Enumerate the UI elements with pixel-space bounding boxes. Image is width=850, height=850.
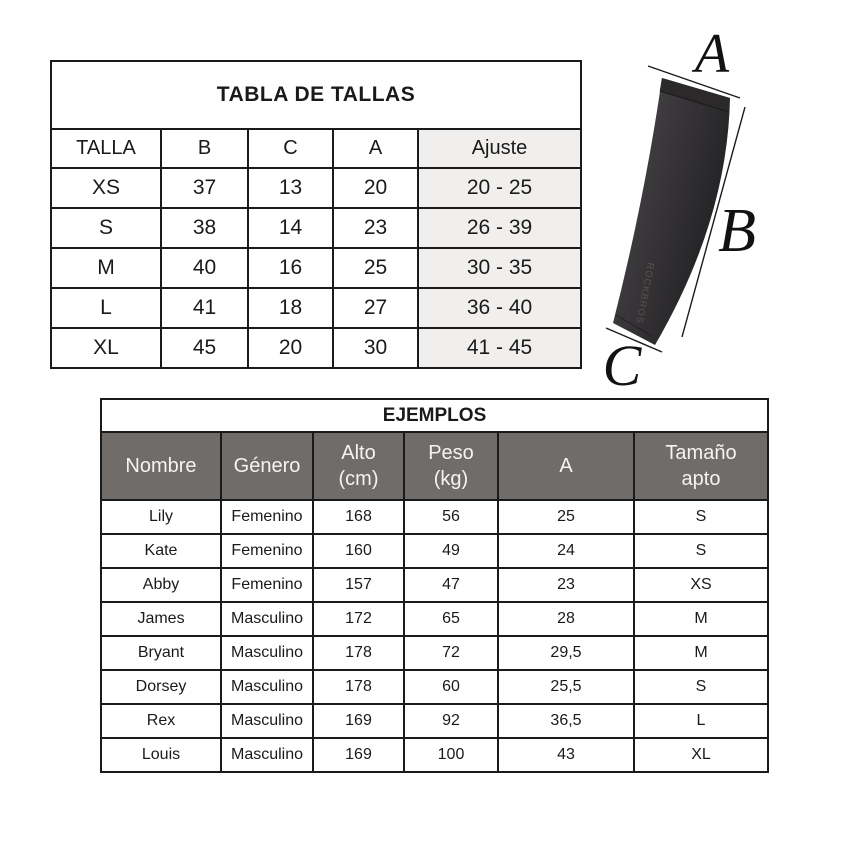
examples-cell: Masculino — [221, 738, 313, 772]
examples-cell: 160 — [313, 534, 404, 568]
examples-col-header-tamano-apto: Tamaño apto — [634, 432, 768, 500]
size-row-m — [51, 248, 581, 288]
examples-cell: 24 — [498, 534, 634, 568]
examples-cell: 25,5 — [498, 670, 634, 704]
size-cell: 20 — [248, 328, 333, 368]
examples-cell: Masculino — [221, 670, 313, 704]
examples-cell: 29,5 — [498, 636, 634, 670]
size-chart-title-row — [51, 61, 581, 129]
examples-col-header-a: A — [498, 432, 634, 500]
examples-row-abby — [101, 568, 768, 602]
examples-cell: James — [101, 602, 221, 636]
examples-cell: 49 — [404, 534, 498, 568]
examples-row-lily — [101, 500, 768, 534]
size-cell-ajuste: 36 - 40 — [418, 288, 581, 328]
size-cell-ajuste: 26 - 39 — [418, 208, 581, 248]
size-cell: S — [51, 208, 161, 248]
examples-cell: 43 — [498, 738, 634, 772]
size-cell: 41 — [161, 288, 248, 328]
examples-cell: S — [634, 500, 768, 534]
examples-cell: XL — [634, 738, 768, 772]
examples-cell: 36,5 — [498, 704, 634, 738]
size-row-xl — [51, 328, 581, 368]
size-cell: 38 — [161, 208, 248, 248]
examples-cell: Femenino — [221, 534, 313, 568]
examples-col-header-nombre: Nombre — [101, 432, 221, 500]
size-cell-ajuste: 41 - 45 — [418, 328, 581, 368]
examples-cell: Dorsey — [101, 670, 221, 704]
size-cell: 25 — [333, 248, 418, 288]
examples-cell: 56 — [404, 500, 498, 534]
examples-cell: M — [634, 602, 768, 636]
size-cell: 23 — [333, 208, 418, 248]
examples-row-rex — [101, 704, 768, 738]
examples-cell: 169 — [313, 704, 404, 738]
examples-cell: Lily — [101, 500, 221, 534]
examples-cell: Kate — [101, 534, 221, 568]
examples-cell: 100 — [404, 738, 498, 772]
examples-cell: 23 — [498, 568, 634, 602]
examples-col-header-peso: Peso (kg) — [404, 432, 498, 500]
size-col-header-c: C — [248, 129, 333, 168]
examples-col-header-alto: Alto (cm) — [313, 432, 404, 500]
examples-cell: 72 — [404, 636, 498, 670]
dimension-label-c: C — [602, 333, 642, 395]
examples-cell: 169 — [313, 738, 404, 772]
size-chart-header-row — [51, 129, 581, 168]
size-col-header-b: B — [161, 129, 248, 168]
examples-cell: S — [634, 534, 768, 568]
examples-cell: 25 — [498, 500, 634, 534]
examples-row-james — [101, 602, 768, 636]
examples-cell: L — [634, 704, 768, 738]
examples-cell: Abby — [101, 568, 221, 602]
size-row-l — [51, 288, 581, 328]
examples-table — [100, 398, 769, 773]
examples-cell: Femenino — [221, 500, 313, 534]
sleeve-shape — [613, 78, 730, 345]
examples-row-louis — [101, 738, 768, 772]
size-col-header-ajuste: Ajuste — [418, 129, 581, 168]
examples-cell: 60 — [404, 670, 498, 704]
examples-cell: 172 — [313, 602, 404, 636]
examples-cell: 28 — [498, 602, 634, 636]
size-cell: L — [51, 288, 161, 328]
examples-cell: Masculino — [221, 636, 313, 670]
brand-text: ROCKBROS — [633, 261, 656, 325]
examples-title: EJEMPLOS — [101, 399, 768, 432]
size-cell: XL — [51, 328, 161, 368]
size-col-header-a: A — [333, 129, 418, 168]
size-cell: 16 — [248, 248, 333, 288]
examples-header-row — [101, 432, 768, 500]
examples-title-row — [101, 399, 768, 432]
examples-cell: 157 — [313, 568, 404, 602]
size-chart-table — [50, 60, 582, 369]
examples-cell: 178 — [313, 636, 404, 670]
size-cell: 30 — [333, 328, 418, 368]
examples-cell: Masculino — [221, 602, 313, 636]
size-row-xs — [51, 168, 581, 208]
examples-cell: Femenino — [221, 568, 313, 602]
size-row-s — [51, 208, 581, 248]
sleeve-illustration — [590, 10, 850, 395]
dimension-label-b: B — [718, 197, 756, 265]
size-cell: 40 — [161, 248, 248, 288]
size-cell: 20 — [333, 168, 418, 208]
examples-cell: Masculino — [221, 704, 313, 738]
examples-cell: 178 — [313, 670, 404, 704]
examples-cell: 47 — [404, 568, 498, 602]
size-cell-ajuste: 20 - 25 — [418, 168, 581, 208]
sleeve-diagram — [590, 10, 850, 395]
size-cell: 37 — [161, 168, 248, 208]
examples-col-header-genero: Género — [221, 432, 313, 500]
examples-cell: Rex — [101, 704, 221, 738]
size-cell: XS — [51, 168, 161, 208]
size-cell: 13 — [248, 168, 333, 208]
examples-cell: S — [634, 670, 768, 704]
examples-row-kate — [101, 534, 768, 568]
examples-row-bryant — [101, 636, 768, 670]
size-cell: 27 — [333, 288, 418, 328]
size-cell: M — [51, 248, 161, 288]
size-cell: 45 — [161, 328, 248, 368]
examples-cell: 168 — [313, 500, 404, 534]
examples-cell: XS — [634, 568, 768, 602]
examples-cell: 92 — [404, 704, 498, 738]
examples-cell: 65 — [404, 602, 498, 636]
examples-row-dorsey — [101, 670, 768, 704]
examples-cell: Bryant — [101, 636, 221, 670]
size-col-header-talla: TALLA — [51, 129, 161, 168]
examples-cell: M — [634, 636, 768, 670]
size-cell: 18 — [248, 288, 333, 328]
examples-cell: Louis — [101, 738, 221, 772]
size-cell: 14 — [248, 208, 333, 248]
size-chart-title: TABLA DE TALLAS — [51, 61, 581, 129]
dimension-label-a: A — [694, 23, 730, 85]
size-cell-ajuste: 30 - 35 — [418, 248, 581, 288]
